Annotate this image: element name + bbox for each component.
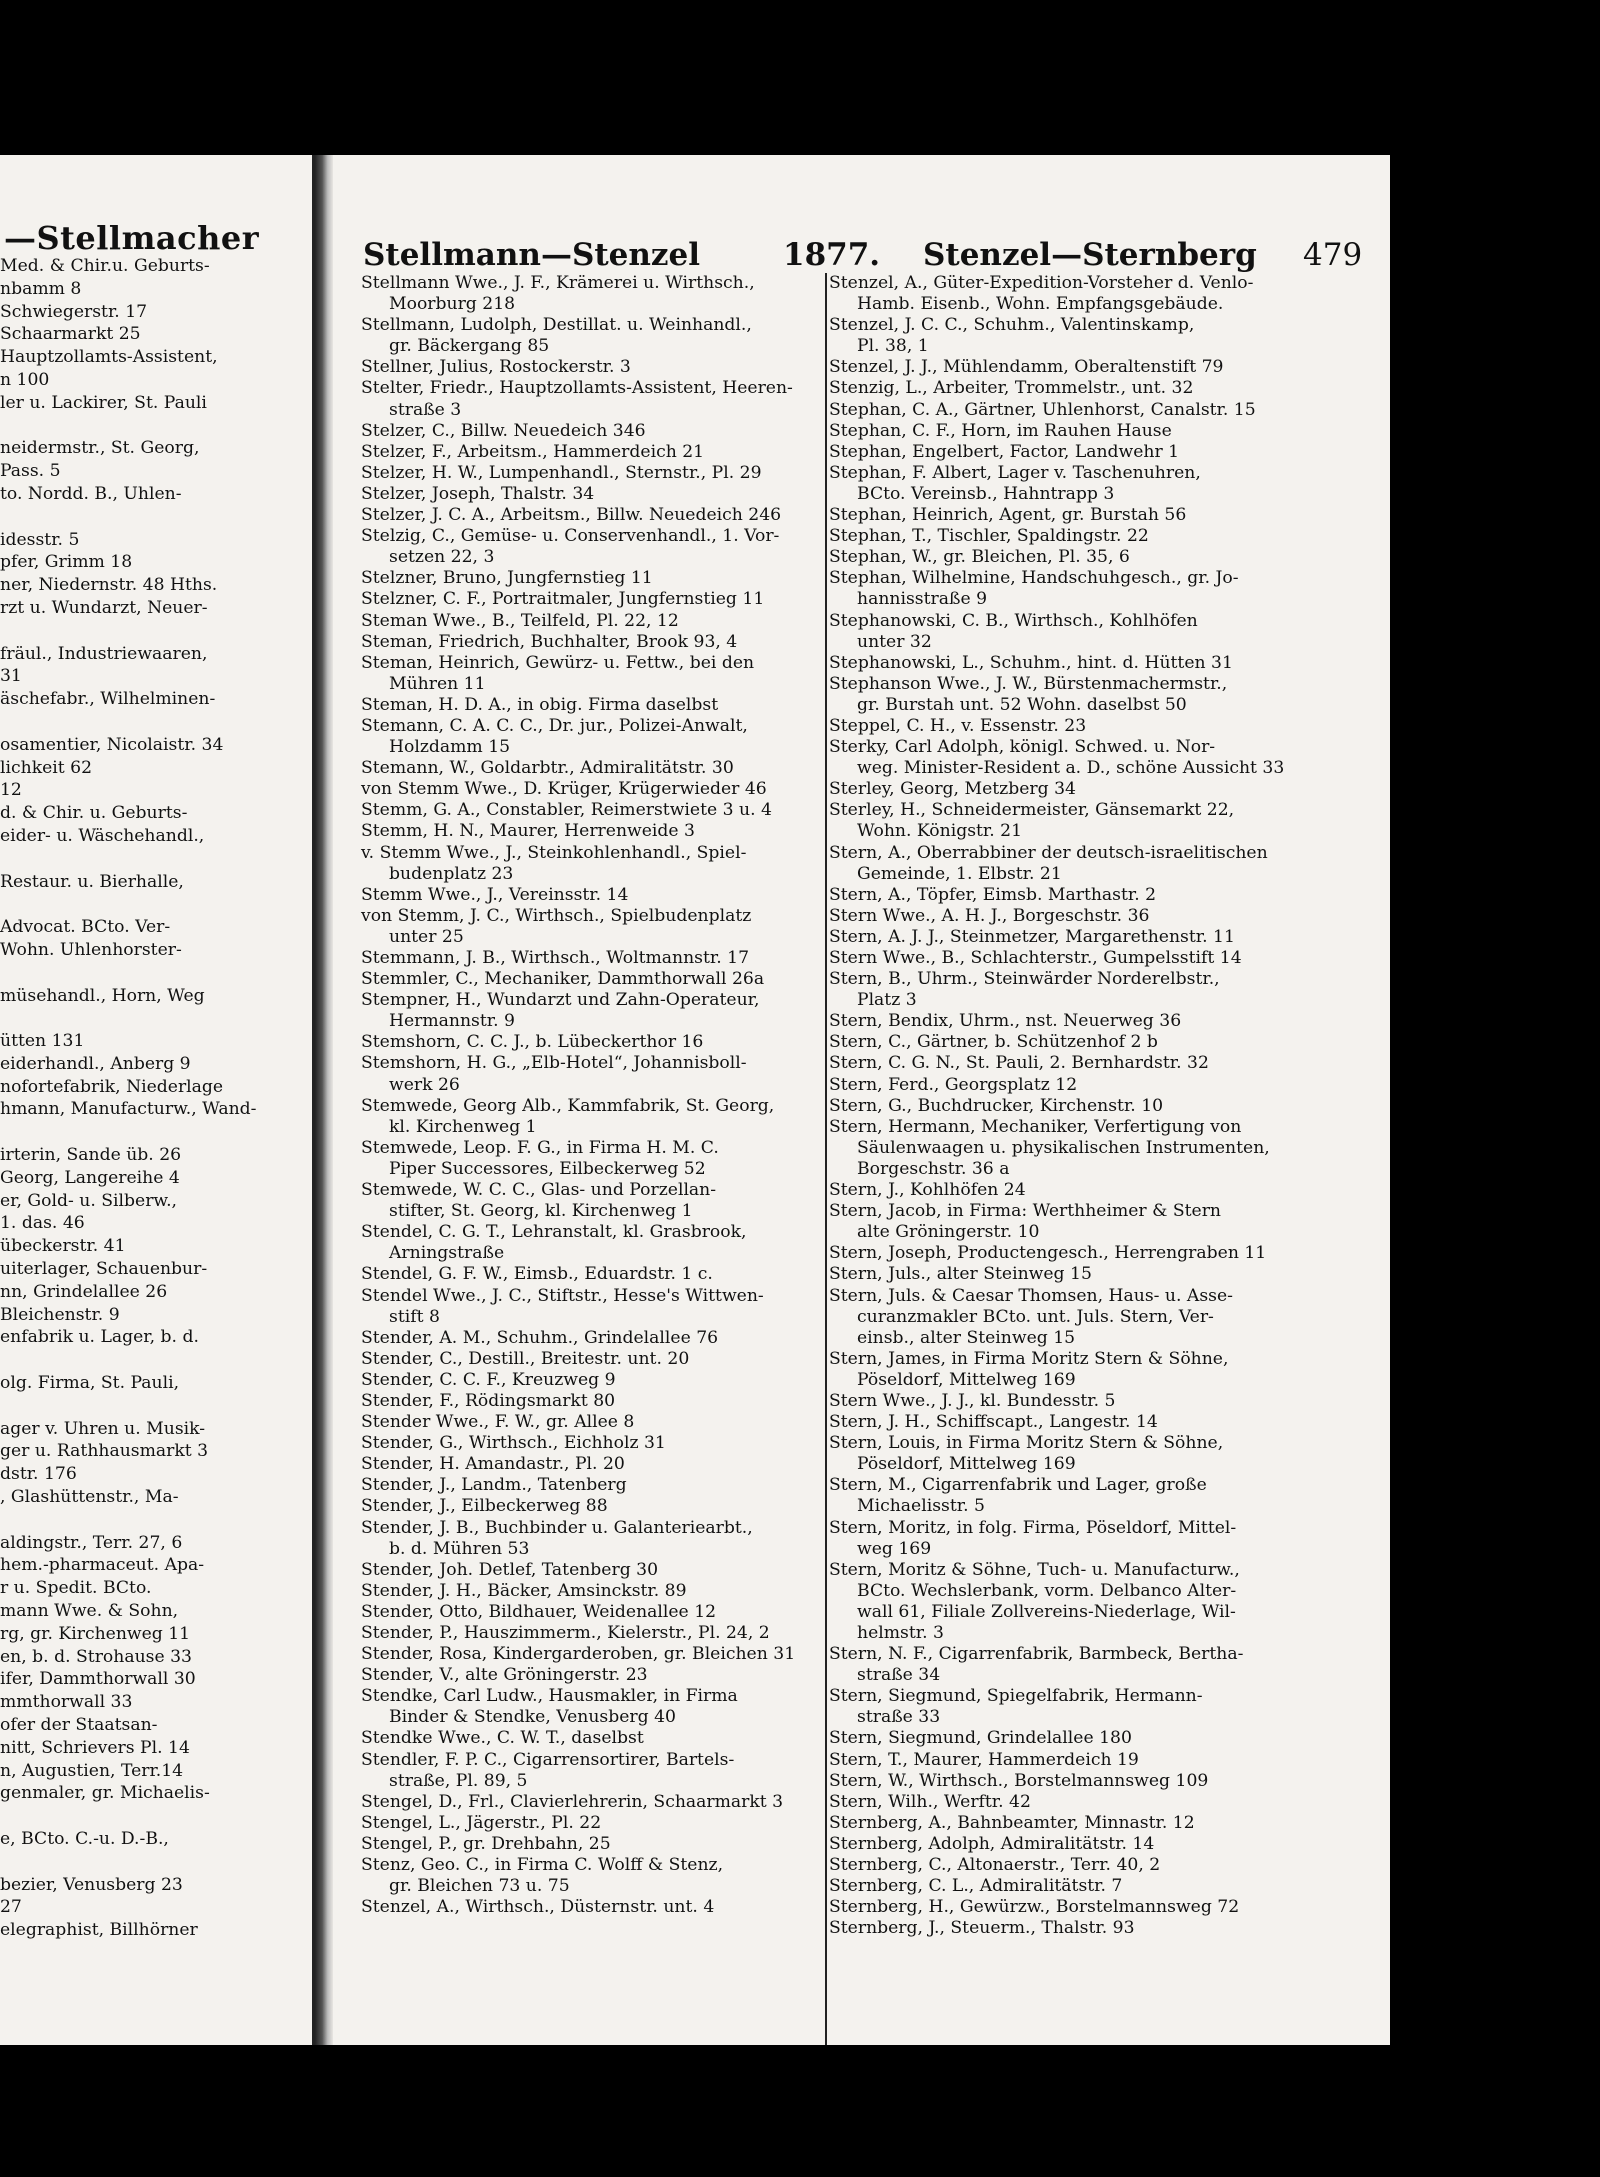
directory-entry-line: einsb., alter Steinweg 15 bbox=[857, 1327, 1076, 1348]
column-left bbox=[361, 273, 881, 1918]
directory-entry-line: Stenz, Geo. C., in Firma C. Wolff & Stenz, bbox=[361, 1855, 724, 1876]
directory-entry-line: Sternberg, H., Gewürzw., Borstelmannsweg 72 bbox=[829, 1897, 1240, 1918]
text-line: hem.-pharmaceut. Apa- bbox=[0, 1555, 205, 1576]
text-line: rg, gr. Kirchenweg 11 bbox=[0, 1623, 191, 1644]
directory-entry-line: Stern, A. J. J., Steinmetzer, Margarethenstr. 11 bbox=[829, 926, 1235, 947]
directory-entry-line: Pöseldorf, Mittelweg 169 bbox=[857, 1454, 1076, 1475]
text-line: n, Augustien, Terr.14 bbox=[0, 1760, 184, 1781]
text-line bbox=[0, 711, 312, 734]
text-line: hmann, Manufacturw., Wand- bbox=[0, 1099, 257, 1120]
directory-entry-line: Stelzer, H. W., Lumpenhandl., Sternstr., Pl. 29 bbox=[361, 462, 762, 483]
directory-entry-line: Sternberg, C. L., Admiralitätstr. 7 bbox=[829, 1876, 1123, 1897]
left-running-head: —Stellmacher bbox=[4, 219, 260, 257]
directory-entry-line: Platz 3 bbox=[857, 990, 917, 1011]
directory-entry-line: Stender, J., Eilbeckerweg 88 bbox=[361, 1496, 608, 1517]
directory-entry-line: Stephan, W., gr. Bleichen, Pl. 35, 6 bbox=[829, 547, 1130, 568]
directory-entry-line: gr. Bleichen 73 u. 75 bbox=[389, 1876, 570, 1897]
directory-entry-line: stifter, St. Georg, kl. Kirchenweg 1 bbox=[389, 1201, 693, 1222]
directory-entry-line: Stender, J. B., Buchbinder u. Galanteriearbt., bbox=[361, 1517, 753, 1538]
text-line: 1. das. 46 bbox=[0, 1213, 85, 1234]
directory-entry-line: Stern, W., Wirthsch., Borstelmannsweg 109 bbox=[829, 1770, 1209, 1791]
directory-entry-line: gr. Burstah unt. 52 Wohn. daselbst 50 bbox=[857, 694, 1187, 715]
directory-entry-line: Stendler, F. P. C., Cigarrensortirer, Bartels- bbox=[361, 1749, 735, 1770]
directory-entry-line: Sternberg, A., Bahnbeamter, Minnastr. 12 bbox=[829, 1812, 1195, 1833]
directory-entry-line: Stender, J. H., Bäcker, Amsinckstr. 89 bbox=[361, 1580, 687, 1601]
directory-entry-line: BCto. Wechslerbank, vorm. Delbanco Alter- bbox=[857, 1580, 1237, 1601]
directory-entry-line: Stenzel, A., Wirthsch., Düsternstr. unt. 4 bbox=[361, 1897, 715, 1918]
directory-entry-line: Stern, T., Maurer, Hammerdeich 19 bbox=[829, 1749, 1139, 1770]
directory-entry-line: Stengel, D., Frl., Clavierlehrerin, Schaarmarkt 3 bbox=[361, 1791, 784, 1812]
directory-entry-line: Sternberg, J., Steuerm., Thalstr. 93 bbox=[829, 1918, 1135, 1939]
directory-entry-line: Stephan, Wilhelmine, Handschuhgesch., gr. Jo- bbox=[829, 568, 1239, 589]
directory-entry-line: Stelzner, Bruno, Jungfernstieg 11 bbox=[361, 568, 653, 589]
directory-entry-line: Stern, A., Oberrabbiner der deutsch-israelitischen bbox=[829, 842, 1268, 863]
text-line: Restaur. u. Bierhalle, bbox=[0, 871, 184, 892]
text-line: nitt, Schrievers Pl. 14 bbox=[0, 1737, 190, 1758]
text-line: , Glashüttenstr., Ma- bbox=[0, 1487, 179, 1508]
text-line: en, b. d. Strohause 33 bbox=[0, 1646, 192, 1667]
directory-entry-line: setzen 22, 3 bbox=[389, 547, 495, 568]
directory-entry-line: Mühren 11 bbox=[389, 673, 486, 694]
directory-entry-line: Steman, Heinrich, Gewürz- u. Fettw., bei den bbox=[361, 652, 755, 673]
directory-entry-line: BCto. Vereinsb., Hahntrapp 3 bbox=[857, 483, 1115, 504]
directory-entry-line: Stemshorn, C. C. J., b. Lübeckerthor 16 bbox=[361, 1032, 704, 1053]
directory-entry-line: Sterky, Carl Adolph, königl. Schwed. u. Nor- bbox=[829, 737, 1216, 758]
directory-entry-line: von Stemm Wwe., D. Krüger, Krügerwieder 46 bbox=[361, 779, 767, 800]
text-line: irterin, Sande üb. 26 bbox=[0, 1145, 182, 1166]
text-line: ifer, Dammthorwall 30 bbox=[0, 1669, 196, 1690]
directory-entry-line: Stern, M., Cigarrenfabrik und Lager, große bbox=[829, 1475, 1207, 1496]
directory-entry-line: hannisstraße 9 bbox=[857, 589, 988, 610]
directory-entry-line: Stender Wwe., F. W., gr. Allee 8 bbox=[361, 1412, 635, 1433]
text-line: Schwiegerstr. 17 bbox=[0, 301, 148, 322]
directory-entry-line: straße 3 bbox=[389, 399, 462, 420]
text-line: aldingstr., Terr. 27, 6 bbox=[0, 1532, 183, 1553]
text-line: ager v. Uhren u. Musik- bbox=[0, 1418, 206, 1439]
page-number: 479 bbox=[1303, 237, 1363, 273]
directory-entry-line: Gemeinde, 1. Elbstr. 21 bbox=[857, 863, 1062, 884]
directory-entry-line: Stern, Bendix, Uhrm., nst. Neuerweg 36 bbox=[829, 1011, 1182, 1032]
text-line bbox=[0, 962, 312, 985]
directory-entry-line: Stern, G., Buchdrucker, Kirchenstr. 10 bbox=[829, 1095, 1164, 1116]
directory-entry-line: Stemmler, C., Mechaniker, Dammthorwall 26a bbox=[361, 969, 765, 990]
directory-entry-line: werk 26 bbox=[389, 1074, 460, 1095]
text-line: übeckerstr. 41 bbox=[0, 1236, 126, 1257]
directory-entry-line: Steman, Friedrich, Buchhalter, Brook 93, 4 bbox=[361, 631, 738, 652]
directory-entry-line: Stender, C. C. F., Kreuzweg 9 bbox=[361, 1369, 616, 1390]
directory-entry-line: Stemwede, W. C. C., Glas- und Porzellan- bbox=[361, 1180, 717, 1201]
directory-entry-line: straße, Pl. 89, 5 bbox=[389, 1770, 528, 1791]
directory-entry-line: straße 34 bbox=[857, 1665, 941, 1686]
directory-entry-line: Stender, F., Rödingsmarkt 80 bbox=[361, 1390, 616, 1411]
text-line: äschefabr., Wilhelminen- bbox=[0, 689, 216, 710]
directory-entry-line: Stendel, G. F. W., Eimsb., Eduardstr. 1 c. bbox=[361, 1264, 713, 1285]
directory-entry-line: Stern, James, in Firma Moritz Stern & Söhne, bbox=[829, 1348, 1229, 1369]
directory-entry-line: Steman Wwe., B., Teilfeld, Pl. 22, 12 bbox=[361, 610, 679, 631]
text-line bbox=[0, 506, 312, 529]
text-line: eiderhandl., Anberg 9 bbox=[0, 1053, 191, 1074]
directory-entry-line: Stender, J., Landm., Tatenberg bbox=[361, 1475, 627, 1496]
head-year: 1877. bbox=[783, 237, 881, 273]
text-line: idesstr. 5 bbox=[0, 529, 80, 550]
text-line: enfabrik u. Lager, b. d. bbox=[0, 1327, 199, 1348]
text-line: 31 bbox=[0, 666, 22, 687]
directory-entry-line: Sterley, H., Schneidermeister, Gänsemarkt 22, bbox=[829, 800, 1235, 821]
directory-entry-line: Binder & Stendke, Venusberg 40 bbox=[389, 1707, 676, 1728]
directory-entry-line: Stern, Wilh., Werftr. 42 bbox=[829, 1791, 1031, 1812]
text-line: Hauptzollamts-Assistent, bbox=[0, 347, 218, 368]
text-line: nn, Grindelallee 26 bbox=[0, 1281, 168, 1302]
directory-entry-line: unter 32 bbox=[857, 631, 932, 652]
text-line: genmaler, gr. Michaelis- bbox=[0, 1783, 210, 1804]
directory-entry-line: Sternberg, Adolph, Admiralitätstr. 14 bbox=[829, 1833, 1155, 1854]
directory-entry-line: Stephanson Wwe., J. W., Bürstenmachermstr., bbox=[829, 673, 1228, 694]
directory-entry-line: Arningstraße bbox=[389, 1243, 505, 1264]
text-line: ger u. Rathhausmarkt 3 bbox=[0, 1441, 209, 1462]
directory-entry-line: Stemann, W., Goldarbtr., Admiralitätstr. 30 bbox=[361, 758, 734, 779]
text-line bbox=[0, 620, 312, 643]
text-line: mann Wwe. & Sohn, bbox=[0, 1601, 179, 1622]
directory-entry-line: Stephanowski, C. B., Wirthsch., Kohlhöfen bbox=[829, 610, 1198, 631]
directory-entry-line: Stern, A., Töpfer, Eimsb. Marthastr. 2 bbox=[829, 884, 1157, 905]
directory-entry-line: Stern, Juls., alter Steinweg 15 bbox=[829, 1264, 1092, 1285]
text-line bbox=[0, 848, 312, 871]
directory-entry-line: Stephan, T., Tischler, Spaldingstr. 22 bbox=[829, 526, 1149, 547]
directory-entry-line: Stenzel, J. J., Mühlendamm, Oberaltenstift 79 bbox=[829, 357, 1224, 378]
book-gutter bbox=[315, 155, 333, 2045]
left-page-fragment bbox=[0, 155, 315, 2045]
directory-entry-line: Stephan, Heinrich, Agent, gr. Burstah 56 bbox=[829, 505, 1187, 526]
directory-entry-line: Stender, C., Destill., Breitestr. unt. 20 bbox=[361, 1348, 690, 1369]
directory-entry-line: weg 169 bbox=[857, 1538, 932, 1559]
text-line: eider- u. Wäschehandl., bbox=[0, 825, 205, 846]
directory-entry-line: weg. Minister-Resident a. D., schöne Aussicht 33 bbox=[857, 758, 1285, 779]
text-line: Schaarmarkt 25 bbox=[0, 324, 141, 345]
text-line: elegraphist, Billhörner bbox=[0, 1920, 198, 1941]
directory-entry-line: Stendel Wwe., J. C., Stiftstr., Hesse's Wittwen- bbox=[361, 1285, 764, 1306]
directory-entry-line: Michaelisstr. 5 bbox=[857, 1496, 985, 1517]
text-line: Wohn. Uhlenhorster- bbox=[0, 939, 182, 960]
directory-entry-line: Moorburg 218 bbox=[389, 294, 516, 315]
directory-entry-line: Stern, C., Gärtner, b. Schützenhof 2 b bbox=[829, 1032, 1158, 1053]
text-line bbox=[0, 1395, 312, 1418]
text-line bbox=[0, 1121, 312, 1144]
text-line: 27 bbox=[0, 1897, 22, 1918]
text-line: Med. & Chir.u. Geburts- bbox=[0, 256, 210, 276]
text-line: müsehandl., Horn, Weg bbox=[0, 985, 205, 1006]
text-line bbox=[0, 1805, 312, 1828]
directory-entry-line: Stelzner, C. F., Portraitmaler, Jungfernstieg 11 bbox=[361, 589, 765, 610]
text-line: ofer der Staatsan- bbox=[0, 1715, 158, 1735]
directory-entry-line: Stern, Louis, in Firma Moritz Stern & Söhne, bbox=[829, 1433, 1224, 1454]
directory-entry-line: straße 33 bbox=[857, 1707, 941, 1728]
directory-entry-line: Stern Wwe., B., Schlachterstr., Gumpelsstift 14 bbox=[829, 948, 1242, 968]
directory-entry-line: Stelter, Friedr., Hauptzollamts-Assistent, Heeren- bbox=[361, 378, 793, 399]
column-divider bbox=[825, 273, 827, 2045]
text-line: ner, Niedernstr. 48 Hths. bbox=[0, 575, 218, 596]
text-line: dstr. 176 bbox=[0, 1464, 77, 1485]
directory-entry-line: wall 61, Filiale Zollvereins-Niederlage, Wil- bbox=[857, 1601, 1236, 1622]
text-line: neidermstr., St. Georg, bbox=[0, 438, 200, 459]
text-line bbox=[0, 1349, 312, 1372]
text-line: n 100 bbox=[0, 369, 50, 390]
text-line bbox=[0, 1851, 312, 1874]
directory-entry-line: Stempner, H., Wundarzt und Zahn-Operateur, bbox=[361, 990, 760, 1011]
text-line: rzt u. Wundarzt, Neuer- bbox=[0, 597, 208, 618]
directory-entry-line: Stern, Moritz, in folg. Firma, Pöseldorf, Mittel- bbox=[829, 1517, 1237, 1538]
text-line: 12 bbox=[0, 780, 22, 801]
directory-entry-line: Stengel, P., gr. Drehbahn, 25 bbox=[361, 1833, 611, 1854]
directory-entry-line: Stephanowski, L., Schuhm., hint. d. Hütten 31 bbox=[829, 652, 1233, 673]
directory-entry-line: Stemwede, Georg Alb., Kammfabrik, St. Georg, bbox=[361, 1095, 775, 1116]
directory-entry-line: Stellner, Julius, Rostockerstr. 3 bbox=[361, 357, 631, 378]
text-line: Pass. 5 bbox=[0, 461, 61, 482]
directory-entry-line: Stemm, G. A., Constabler, Reimerstwiete 3 u. 4 bbox=[361, 800, 772, 821]
text-line: d. & Chir. u. Geburts- bbox=[0, 803, 188, 824]
head-left: Stellmann—Stenzel bbox=[363, 237, 701, 273]
text-line: nbamm 8 bbox=[0, 278, 82, 299]
directory-entry-line: Stemmann, J. B., Wirthsch., Woltmannstr. 17 bbox=[361, 948, 750, 968]
running-head bbox=[333, 237, 1390, 271]
text-line: uiterlager, Schauenbur- bbox=[0, 1259, 208, 1280]
directory-entry-line: curanzmakler BCto. unt. Juls. Stern, Ver- bbox=[857, 1306, 1214, 1327]
directory-entry-line: Stern, Siegmund, Grindelallee 180 bbox=[829, 1728, 1132, 1749]
directory-entry-line: Stephan, Engelbert, Factor, Landwehr 1 bbox=[829, 441, 1180, 462]
text-line bbox=[0, 893, 312, 916]
directory-entry-line: Borgeschstr. 36 a bbox=[857, 1158, 1010, 1179]
directory-entry-line: Stern, Joseph, Productengesch., Herrengraben 11 bbox=[829, 1243, 1267, 1264]
directory-entry-line: kl. Kirchenweg 1 bbox=[389, 1116, 537, 1137]
directory-entry-line: Stemwede, Leop. F. G., in Firma H. M. C. bbox=[361, 1137, 719, 1158]
text-line: e, BCto. C.-u. D.-B., bbox=[0, 1828, 169, 1849]
directory-entry-line: Stern, Moritz & Söhne, Tuch- u. Manufacturw., bbox=[829, 1559, 1240, 1580]
directory-entry-line: Stender, V., alte Gröningerstr. 23 bbox=[361, 1665, 648, 1686]
directory-entry-line: Stender, P., Hauszimmerm., Kielerstr., Pl. 24, 2 bbox=[361, 1623, 770, 1643]
directory-entry-line: helmstr. 3 bbox=[857, 1623, 944, 1643]
directory-entry-line: Stephan, C. A., Gärtner, Uhlenhorst, Canalstr. 15 bbox=[829, 399, 1256, 420]
directory-entry-line: Stender, Otto, Bildhauer, Weidenallee 12 bbox=[361, 1601, 717, 1622]
directory-entry-line: Stender, Joh. Detlef, Tatenberg 30 bbox=[361, 1559, 659, 1580]
directory-entry-line: Stern Wwe., A. H. J., Borgeschstr. 36 bbox=[829, 905, 1150, 926]
directory-entry-line: Stenzel, A., Güter-Expedition-Vorsteher d. Venlo- bbox=[829, 273, 1254, 293]
directory-entry-line: budenplatz 23 bbox=[389, 863, 514, 884]
left-page-text bbox=[0, 255, 312, 1942]
directory-entry-line: b. d. Mühren 53 bbox=[389, 1538, 530, 1559]
text-line bbox=[0, 1509, 312, 1532]
text-line: nofortefabrik, Niederlage bbox=[0, 1076, 224, 1097]
directory-entry-line: Stern, J., Kohlhöfen 24 bbox=[829, 1180, 1026, 1201]
directory-entry-line: Stender, H. Amandastr., Pl. 20 bbox=[361, 1454, 625, 1475]
directory-entry-line: Steman, H. D. A., in obig. Firma daselbst bbox=[361, 694, 719, 715]
directory-entry-line: gr. Bäckergang 85 bbox=[389, 336, 550, 357]
directory-entry-line: Stender, G., Wirthsch., Eichholz 31 bbox=[361, 1433, 666, 1454]
directory-entry-line: Pl. 38, 1 bbox=[857, 336, 929, 357]
directory-entry-line: Stephan, C. F., Horn, im Rauhen Hause bbox=[829, 420, 1172, 441]
directory-entry-line: Stern, J. H., Schiffscapt., Langestr. 14 bbox=[829, 1412, 1158, 1433]
directory-entry-line: Stern, Juls. & Caesar Thomsen, Haus- u. Asse- bbox=[829, 1285, 1233, 1306]
text-line: er, Gold- u. Silberw., bbox=[0, 1190, 178, 1211]
directory-entry-line: von Stemm, J. C., Wirthsch., Spielbudenplatz bbox=[361, 905, 752, 926]
directory-entry-line: Stern, Ferd., Georgsplatz 12 bbox=[829, 1074, 1078, 1095]
directory-entry-line: Stern, C. G. N., St. Pauli, 2. Bernhardstr. 32 bbox=[829, 1053, 1209, 1074]
directory-entry-line: Stelzer, Joseph, Thalstr. 34 bbox=[361, 483, 595, 504]
directory-entry-line: Stelzer, C., Billw. Neuedeich 346 bbox=[361, 420, 646, 441]
directory-entry-line: Holzdamm 15 bbox=[389, 737, 511, 758]
directory-page bbox=[333, 155, 1390, 2045]
column-right bbox=[829, 273, 1389, 1939]
directory-entry-line: Stender, Rosa, Kindergarderoben, gr. Bleichen 31 bbox=[361, 1644, 796, 1665]
text-line: lichkeit 62 bbox=[0, 757, 93, 778]
directory-entry-line: Stellmann, Ludolph, Destillat. u. Weinhandl., bbox=[361, 315, 752, 336]
directory-entry-line: Stern, Hermann, Mechaniker, Verfertigung von bbox=[829, 1116, 1242, 1137]
directory-entry-line: Stelzig, C., Gemüse- u. Conservenhandl., 1. Vor- bbox=[361, 526, 780, 547]
text-line bbox=[0, 1007, 312, 1030]
text-line: Georg, Langereihe 4 bbox=[0, 1167, 180, 1188]
text-line: to. Nordd. B., Uhlen- bbox=[0, 483, 182, 504]
directory-entry-line: Hermannstr. 9 bbox=[389, 1011, 515, 1032]
text-line: osamentier, Nicolaistr. 34 bbox=[0, 734, 224, 755]
text-line bbox=[0, 415, 312, 438]
directory-entry-line: Hamb. Eisenb., Wohn. Empfangsgebäude. bbox=[857, 294, 1224, 315]
directory-entry-line: Stephan, F. Albert, Lager v. Taschenuhren, bbox=[829, 462, 1201, 483]
text-line: ler u. Lackirer, St. Pauli bbox=[0, 392, 207, 413]
text-line: olg. Firma, St. Pauli, bbox=[0, 1373, 180, 1394]
directory-entry-line: Stendke Wwe., C. W. T., daselbst bbox=[361, 1728, 644, 1749]
directory-entry-line: stift 8 bbox=[389, 1306, 440, 1327]
directory-entry-line: Sterley, Georg, Metzberg 34 bbox=[829, 779, 1076, 800]
directory-entry-line: Stern, N. F., Cigarrenfabrik, Barmbeck, Bertha- bbox=[829, 1644, 1244, 1665]
directory-entry-line: Stengel, L., Jägerstr., Pl. 22 bbox=[361, 1812, 602, 1833]
directory-entry-line: Sternberg, C., Altonaerstr., Terr. 40, 2 bbox=[829, 1855, 1161, 1876]
text-line: ütten 131 bbox=[0, 1031, 85, 1052]
text-line: fräul., Industriewaaren, bbox=[0, 643, 208, 664]
directory-entry-line: Pöseldorf, Mittelweg 169 bbox=[857, 1369, 1076, 1390]
directory-entry-line: v. Stemm Wwe., J., Steinkohlenhandl., Spiel- bbox=[361, 842, 747, 863]
directory-entry-line: Stendke, Carl Ludw., Hausmakler, in Firma bbox=[361, 1686, 738, 1707]
directory-entry-line: Stern, Siegmund, Spiegelfabrik, Hermann- bbox=[829, 1686, 1203, 1707]
directory-entry-line: Stendel, C. G. T., Lehranstalt, kl. Grasbrook, bbox=[361, 1222, 747, 1243]
directory-entry-line: Stenzel, J. C. C., Schuhm., Valentinskamp, bbox=[829, 315, 1195, 336]
text-line: bezier, Venusberg 23 bbox=[0, 1874, 183, 1895]
text-line: mmthorwall 33 bbox=[0, 1692, 133, 1713]
directory-entry-line: Stelzer, J. C. A., Arbeitsm., Billw. Neuedeich 246 bbox=[361, 505, 782, 526]
directory-entry-line: Piper Successores, Eilbeckerweg 52 bbox=[389, 1158, 706, 1179]
directory-entry-line: Stemann, C. A. C. C., Dr. jur., Polizei-Anwalt, bbox=[361, 715, 748, 736]
directory-entry-line: Stellmann Wwe., J. F., Krämerei u. Wirthsch., bbox=[361, 273, 755, 293]
text-line: pfer, Grimm 18 bbox=[0, 552, 133, 573]
directory-entry-line: Stenzig, L., Arbeiter, Trommelstr., unt. 32 bbox=[829, 378, 1194, 399]
text-line: r u. Spedit. BCto. bbox=[0, 1578, 152, 1599]
directory-entry-line: unter 25 bbox=[389, 926, 464, 947]
directory-entry-line: Stern Wwe., J. J., kl. Bundesstr. 5 bbox=[829, 1390, 1116, 1411]
text-line: Advocat. BCto. Ver- bbox=[0, 917, 171, 938]
directory-entry-line: Stender, A. M., Schuhm., Grindelallee 76 bbox=[361, 1327, 719, 1348]
directory-entry-line: alte Gröningerstr. 10 bbox=[857, 1222, 1040, 1243]
text-line: Bleichenstr. 9 bbox=[0, 1304, 120, 1325]
directory-entry-line: Stemm Wwe., J., Vereinsstr. 14 bbox=[361, 884, 629, 905]
directory-entry-line: Steppel, C. H., v. Essenstr. 23 bbox=[829, 715, 1087, 736]
head-right: Stenzel—Sternberg bbox=[923, 237, 1257, 273]
directory-entry-line: Stelzer, F., Arbeitsm., Hammerdeich 21 bbox=[361, 441, 705, 462]
directory-entry-line: Wohn. Königstr. 21 bbox=[857, 821, 1023, 842]
directory-entry-line: Säulenwaagen u. physikalischen Instrumenten, bbox=[857, 1137, 1270, 1158]
directory-entry-line: Stemshorn, H. G., „Elb-Hotel“, Johannisboll- bbox=[361, 1053, 747, 1074]
directory-entry-line: Stemm, H. N., Maurer, Herrenweide 3 bbox=[361, 821, 695, 842]
directory-entry-line: Stern, B., Uhrm., Steinwärder Norderelbstr., bbox=[829, 969, 1220, 990]
directory-entry-line: Stern, Jacob, in Firma: Werthheimer & Stern bbox=[829, 1201, 1221, 1222]
